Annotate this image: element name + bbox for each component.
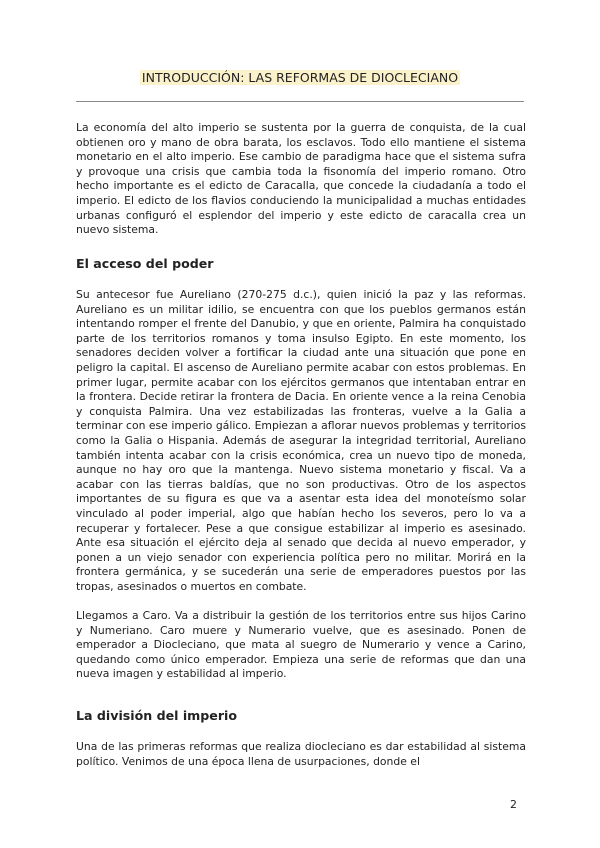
document-title-text: INTRODUCCIÓN: LAS REFORMAS DE DIOCLECIANO xyxy=(141,70,459,85)
page-number: 2 xyxy=(510,798,517,811)
section-heading-acceso-poder: El acceso del poder xyxy=(76,256,214,271)
section-heading-division-imperio: La división del imperio xyxy=(76,708,238,723)
section2-paragraph-1: Una de las primeras reformas que realiza diocleciano es dar estabilidad al sistema político. Venimos de una época llena de usurpaciones, donde el xyxy=(76,740,526,768)
section1-paragraph-2: Llegamos a Caro. Va a distribuir la gestión de los territorios entre sus hijos Carino y Numeriano. Caro muere y Numerario vuelve, que es asesinado. Ponen de emperador a Diocleciano, que mata al suegro de Numerario y vence a Carino, quedando como único emperador. Empieza una serie de reformas que dan una nueva imagen y estabilidad al imperio. xyxy=(76,609,526,681)
intro-paragraph: La economía del alto imperio se sustenta por la guerra de conquista, de la cual obtienen oro y mano de obra barata, los esclavos. Todo ello mantiene el sistema monetario en el alto imperio. Ese cambio de paradigma hace que el sistema sufra y provoque una crisis que cambia toda la fisonomía del imperio romano. Otro hecho importante es el edicto de Caracalla, que concede la ciudadanía a todo el imperio. El edicto de los flavios conduciendo la municipalidad a muchas entidades urbanas configuró el esplendor del imperio y este edicto de caracalla crea un nuevo sistema. xyxy=(76,121,526,237)
section1-paragraph-1: Su antecesor fue Aureliano (270-275 d.c.), quien inició la paz y las reformas. Aureliano es un militar idilio, se encuentra con que los pueblos germanos están intentando romper el frente del Danubio, y que en oriente, Palmira ha conquistado parte de los territorios romanos y toma insulso Egipto. En este momento, los senadores deciden volver a fortificar la ciudad ante una situación que pone en peligro la capital. El ascenso de Aureliano permite acabar con estos problemas. En primer lugar, permite acabar con los ejércitos germanos que intentaban entrar en la frontera. Decide retirar la frontera de Dacia. En oriente vence a la reina Cenobia y conquista Palmira. Una vez estabilizadas las fronteras, vuelve a la Galia a terminar con ese imperio gálico. Empiezan a aflorar nuevos problemas y territorios como la Galia o Hispania. Además de asegurar la integridad territorial, Aureliano también intenta acabar con la crisis económica, crea un nuevo tipo de moneda, aunque no hay oro que la mantenga. Nuevo sistema monetario y fiscal. Va a acabar con las tierras baldías, que no son productivas. Otro de los aspectos importantes de su figura es que va a asentar esta idea del monoteísmo solar vinculado al poder imperial, algo que habían hecho los severos, pero lo va a recuperar y fortalecer. Pese a que consigue estabilizar al imperio es asesinado. Ante esa situación el ejército deja al senado que decida al nuevo emperador, y ponen a un viejo senador con experiencia política pero no militar. Morirá en la frontera germánica, y se sucederán una serie de emperadores puestos por las tropas, asesinados o muertos en combate. xyxy=(76,288,526,593)
title-divider xyxy=(76,101,524,102)
document-title xyxy=(0,70,600,85)
